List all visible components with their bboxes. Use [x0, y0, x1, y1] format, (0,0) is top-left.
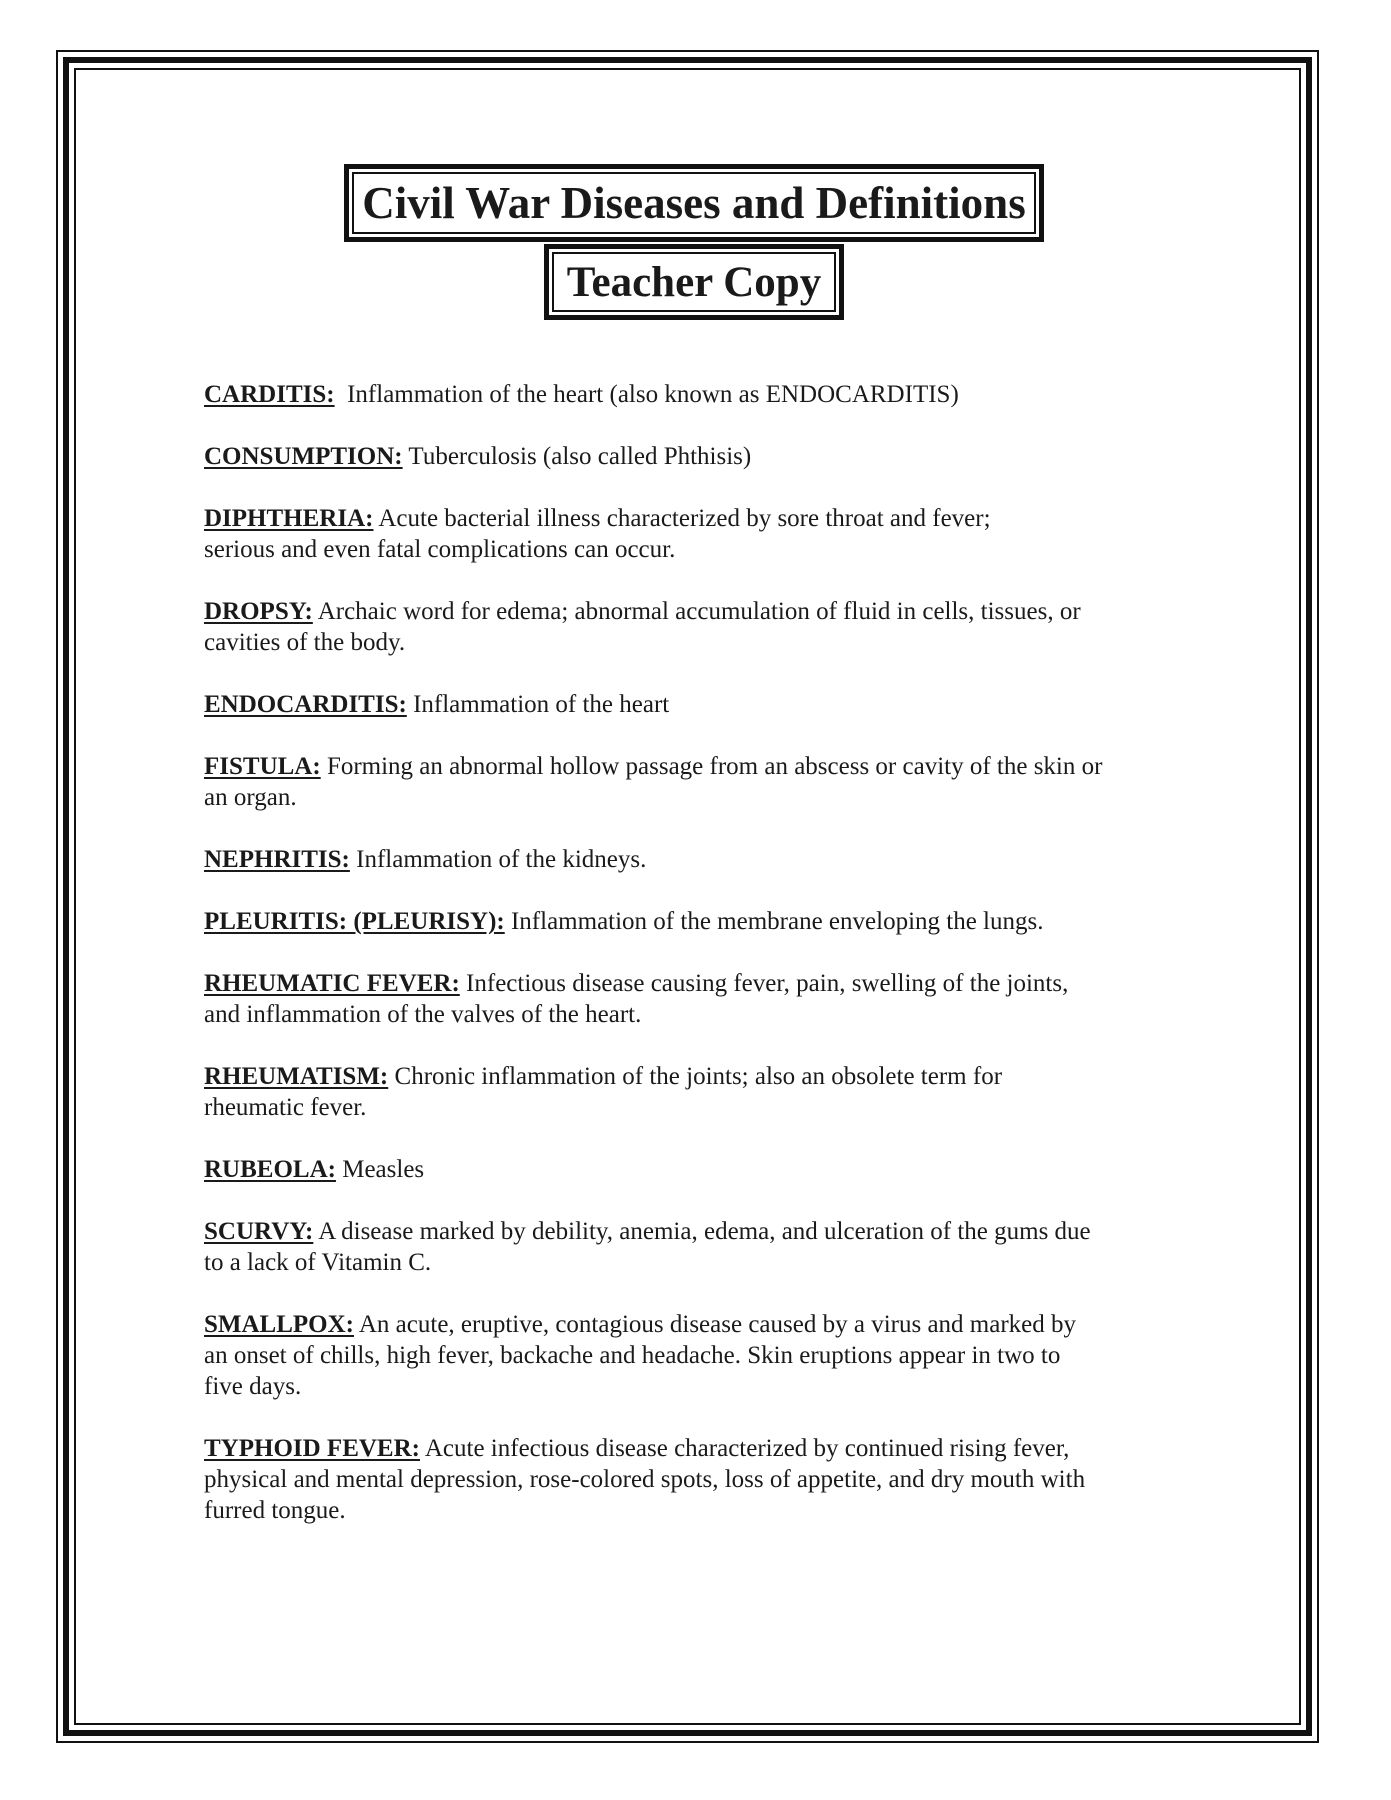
definition-rheumatic-fever — [204, 968, 1194, 1030]
definition-text: Chronic inflammation of the joints; also an obsolete term for — [394, 1063, 1003, 1090]
definition-term: SCURVY: — [204, 1218, 314, 1245]
definition-term: DROPSY: — [204, 598, 313, 625]
definition-term: ENDOCARDITIS: — [204, 691, 407, 718]
definition-text: Inflammation of the membrane enveloping the lungs. — [510, 908, 1044, 935]
definition-typhoid-fever — [204, 1433, 1194, 1526]
definition-text-continued: furred tongue. — [204, 1497, 346, 1524]
definition-text-continued: an organ. — [204, 784, 297, 811]
definition-endocarditis — [204, 689, 1194, 720]
definition-term: RUBEOLA: — [204, 1156, 336, 1183]
definition-term: FISTULA: — [204, 753, 321, 780]
definition-text: Acute bacterial illness characterized by sore throat and fever; — [378, 505, 991, 532]
definition-term: RHEUMATIC FEVER: — [204, 970, 460, 997]
definition-carditis — [204, 379, 1194, 410]
definition-text-continued: an onset of chills, high fever, backache and headache. Skin eruptions appear in two to — [204, 1342, 1061, 1369]
definition-text-continued: and inflammation of the valves of the heart. — [204, 1001, 642, 1028]
definition-text: A disease marked by debility, anemia, edema, and ulceration of the gums due — [318, 1218, 1091, 1245]
definition-term: NEPHRITIS: — [204, 846, 350, 873]
definition-diphtheria — [204, 503, 1194, 565]
definition-term: TYPHOID FEVER: — [204, 1435, 420, 1462]
definition-term: PLEURITIS: (PLEURISY): — [204, 908, 505, 935]
definition-text: Forming an abnormal hollow passage from an abscess or cavity of the skin or — [326, 753, 1103, 780]
definition-term: DIPHTHERIA: — [204, 505, 374, 532]
definition-consumption — [204, 441, 1194, 472]
title-box — [344, 164, 1044, 242]
definition-pleuritis — [204, 906, 1194, 937]
definition-term: RHEUMATISM: — [204, 1063, 389, 1090]
definition-text-continued: rheumatic fever. — [204, 1094, 367, 1121]
definition-term: CONSUMPTION: — [204, 443, 403, 470]
subtitle-box — [544, 244, 844, 320]
definition-smallpox — [204, 1309, 1194, 1402]
definition-rheumatism — [204, 1061, 1194, 1123]
definition-rubeola — [204, 1154, 1194, 1185]
page-subtitle: Teacher Copy — [552, 252, 836, 312]
definition-scurvy — [204, 1216, 1194, 1278]
definition-nephritis — [204, 844, 1194, 875]
definition-text: Inflammation of the heart — [413, 691, 670, 718]
definition-text: Inflammation of the heart (also known as ENDOCARDITIS) — [347, 381, 959, 408]
definition-text: An acute, eruptive, contagious disease caused by a virus and marked by — [358, 1311, 1077, 1338]
definition-fistula — [204, 751, 1194, 813]
definition-text: Infectious disease causing fever, pain, swelling of the joints, — [466, 970, 1069, 997]
definition-text: Acute infectious disease characterized by continued rising fever, — [424, 1435, 1070, 1462]
definition-text: Tuberculosis (also called Phthisis) — [408, 443, 752, 470]
definition-text-continued: five days. — [204, 1373, 302, 1400]
definition-text-continued: physical and mental depression, rose-colored spots, loss of appetite, and dry mouth with — [204, 1466, 1086, 1493]
page-title: Civil War Diseases and Definitions — [352, 172, 1036, 234]
definition-text-continued: serious and even fatal complications can occur. — [204, 536, 676, 563]
definition-text: Measles — [342, 1156, 425, 1183]
definition-text: Archaic word for edema; abnormal accumulation of fluid in cells, tissues, or — [317, 598, 1081, 625]
definition-term: SMALLPOX: — [204, 1311, 354, 1338]
definition-text-continued: to a lack of Vitamin C. — [204, 1249, 432, 1276]
definition-term: CARDITIS: — [204, 381, 335, 408]
definitions-list — [204, 379, 1194, 1557]
definition-text: Inflammation of the kidneys. — [356, 846, 647, 873]
definition-dropsy — [204, 596, 1194, 658]
definition-text-continued: cavities of the body. — [204, 629, 406, 656]
